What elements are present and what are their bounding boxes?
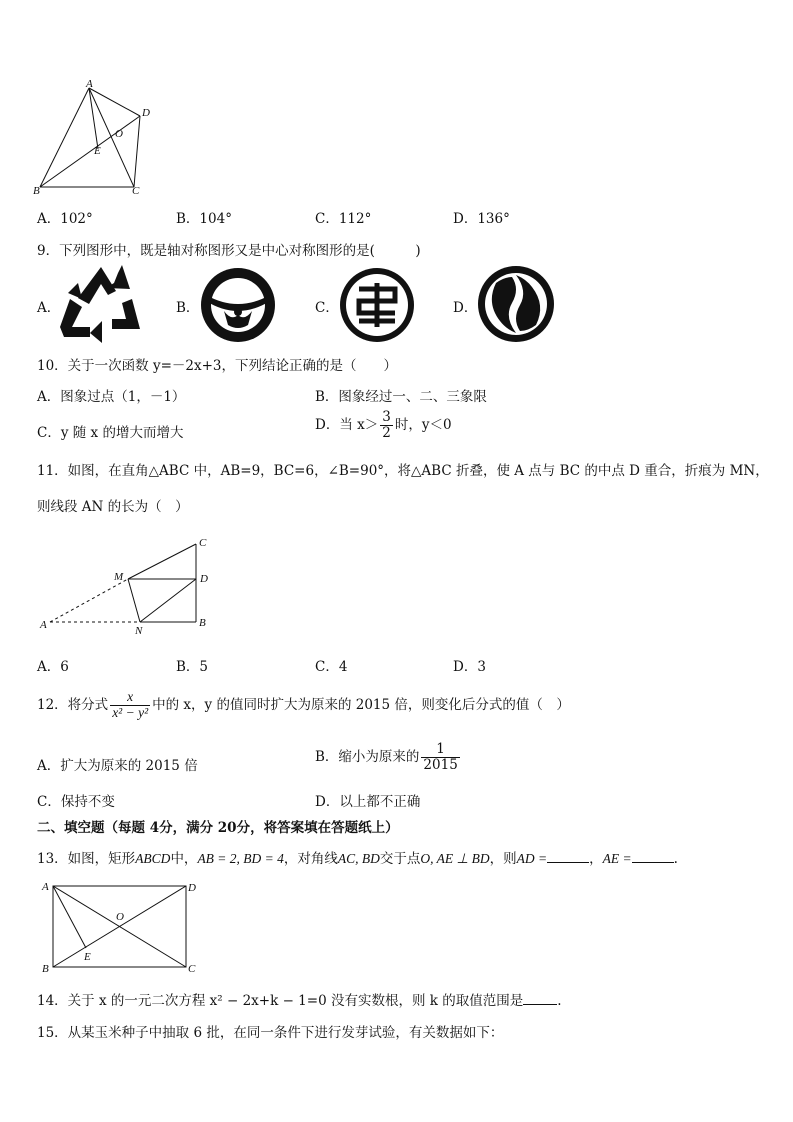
- section-heading: 二、填空题（每题 4分，满分 20分，将答案填在答题纸上）: [37, 820, 399, 836]
- q13-label-a: A: [42, 881, 49, 893]
- q13-label-b: B: [42, 963, 49, 975]
- q13-label-o: O: [116, 911, 124, 923]
- q11-line1: 11．如图，在直角△ABC 中，AB=9，BC=6，∠B=90°，将△ABC 折叠，使 A 点与 BC 的中点 D 重合，折痕为 MN，: [37, 463, 769, 479]
- q13-rectangle-figure: [36, 876, 206, 978]
- q11-option-d: D．3: [453, 659, 486, 675]
- q12-option-c: C．保持不变: [37, 794, 115, 810]
- q13-blank-ad: [547, 850, 589, 863]
- q11-label-n: N: [135, 625, 143, 637]
- q8-label-d: D: [142, 107, 150, 119]
- q11-label-b: B: [199, 617, 206, 629]
- q10-fraction: $\frac{3}{2}$: [382, 409, 391, 441]
- q13-stem: 13．如图，矩形ABCD中，AB = 2, BD = 4，对角线AC, BD交于点O, AE ⊥ BD，则AD = ，AE = .: [37, 851, 678, 867]
- q15-stem: 15．从某玉米种子中抽取 6 批，在同一条件下进行发芽试验，有关数据如下：: [37, 1025, 504, 1041]
- q9-option-a-letter: A．: [37, 300, 61, 316]
- q8-option-b: B．104°: [176, 211, 232, 227]
- q9-option-b-letter: B．: [176, 300, 200, 316]
- q11-label-d: D: [200, 573, 208, 585]
- q11-label-m: M: [114, 571, 124, 583]
- q12-stem: 12．将分式 $\frac{x}{\text{x² − y²}}$ 中的 x，y 的值同时扩大为原来的 2015 倍，则变化后分式的值（ ）: [37, 689, 570, 720]
- q12-option-b: B．缩小为原来的 $\frac{1}{2015}$: [315, 741, 458, 773]
- q13-blank-ae: [632, 850, 674, 863]
- q11-label-c: C: [199, 537, 207, 549]
- q13-label-d: D: [188, 882, 196, 894]
- q8-triangle-figure: [30, 76, 160, 198]
- q8-option-a: A．102°: [37, 211, 93, 227]
- q10-option-a: A．图象过点（1，－1）: [37, 389, 186, 405]
- q12-option-d: D．以上都不正确: [315, 794, 421, 810]
- q8-label-b: B: [33, 185, 40, 197]
- q9-stem: 9．下列图形中，既是轴对称图形又是中心对称图形的是( ): [37, 243, 421, 259]
- q9-option-c-letter: C．: [315, 300, 339, 316]
- q9-option-d-letter: D．: [453, 300, 478, 316]
- q8-label-o: O: [115, 128, 123, 140]
- q8-option-c: C．112°: [315, 211, 372, 227]
- q11-option-a: A．6: [37, 659, 69, 675]
- q11-label-a: A: [40, 619, 47, 631]
- q10-option-c: C．y 随 x 的增大而增大: [37, 425, 184, 441]
- circle-emblem-icon: [198, 265, 278, 345]
- q8-label-e: E: [94, 145, 101, 157]
- q12-option-a: A．扩大为原来的 2015 倍: [37, 758, 198, 774]
- q14-blank: [523, 992, 557, 1005]
- bank-logo-icon: [337, 265, 417, 345]
- q13-label-e: E: [84, 951, 91, 963]
- q11-fold-figure: [36, 534, 220, 638]
- q10-option-d: D．当 x＞ $\frac{3}{2}$ 时，y＜0: [315, 409, 452, 441]
- q8-option-d: D．136°: [453, 211, 510, 227]
- q11-option-b: B．5: [176, 659, 209, 675]
- q10-stem: 10．关于一次函数 y=－2x+3，下列结论正确的是（ ）: [37, 358, 398, 374]
- q12-fraction: $\frac{x}{\text{x² − y²}}$: [112, 689, 149, 720]
- q11-option-c: C．4: [315, 659, 348, 675]
- recycle-icon: [60, 263, 142, 345]
- q10-option-b: B．图象经过一、二、三象限: [315, 389, 487, 405]
- q8-label-c: C: [132, 185, 140, 197]
- q14-stem: 14．关于 x 的一元二次方程 x² − 2x+k − 1=0 没有实数根，则 k 的取值范围是 .: [37, 993, 562, 1009]
- swirl-logo-icon: [476, 263, 556, 345]
- q12-option-b-fraction: $\frac{1}{2015}$: [423, 741, 458, 773]
- q13-label-c: C: [188, 963, 196, 975]
- q8-label-a: A: [86, 78, 93, 90]
- q11-line2: 则线段 AN 的长为（ ）: [37, 499, 189, 515]
